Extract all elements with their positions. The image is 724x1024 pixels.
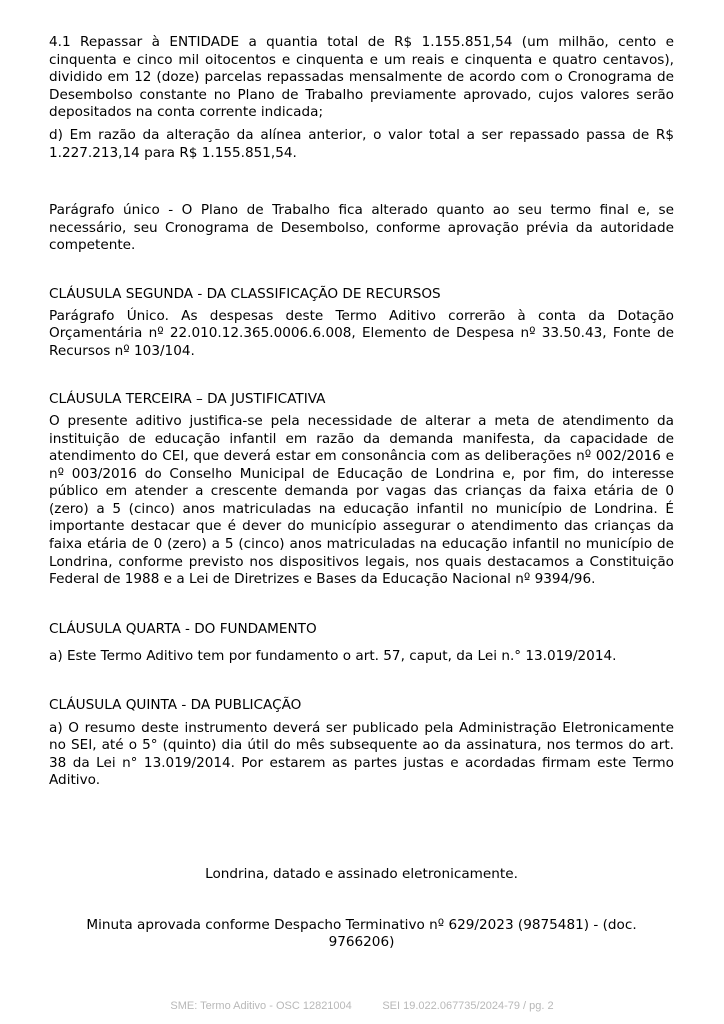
clausula-quarta-text: a) Este Termo Aditivo tem por fundamento o art. 57, caput, da Lei n.° 13.019/2014.: [49, 648, 617, 665]
minuta-line: Minuta aprovada conforme Despacho Terminativo nº 629/2023 (9875481) - (doc. 9766206): [86, 916, 637, 951]
clausula-segunda-text: Parágrafo Único. As despesas deste Termo Aditivo correrão à conta da Dotação Orçamentária nº 22.010.12.365.0006.6.008, Elemento de Despesa nº 33.50.43, Fonte de Recursos nº 103/104.: [49, 307, 674, 359]
clausula-terceira-title: CLÁUSULA TERCEIRA – DA JUSTIFICATIVA: [49, 391, 326, 408]
clausula-segunda-title: CLÁUSULA SEGUNDA - DA CLASSIFICAÇÃO DE RECURSOS: [49, 285, 441, 302]
clausula-quarta-title: CLÁUSULA QUARTA - DO FUNDAMENTO: [49, 620, 317, 637]
clausula-quinta-title: CLÁUSULA QUINTA - DA PUBLICAÇÃO: [49, 697, 302, 714]
paragraph-d: d) Em razão da alteração da alínea anterior, o valor total a ser repassado passa de R$ 1.227.213,14 para R$ 1.155.851,54.: [49, 126, 674, 161]
paragraph-unico: Parágrafo único - O Plano de Trabalho fica alterado quanto ao seu termo final e, se necessário, seu Cronograma de Desembolso, conforme aprovação prévia da autoridade competente.: [49, 202, 674, 254]
paragraph-4-1: 4.1 Repassar à ENTIDADE a quantia total de R$ 1.155.851,54 (um milhão, cento e cinquenta e cinco mil oitocentos e cinquenta e um reais e cinquenta e quatro centavos), dividido em 12 (doze) parcelas repassadas mensalmente de acordo com o Cronograma de Desembolso constante no Plano de Trabalho previamente aprovado, cujos valores serão depositados na conta corrente indicada;: [49, 34, 674, 121]
clausula-quinta-text: a) O resumo deste instrumento deverá ser publicado pela Administração Eletronicamente no SEI, até o 5° (quinto) dia útil do mês subsequente ao da assinatura, nos termos do art. 38 da Lei n° 13.019/2014. Por estarem as partes justas e acordadas firmam este Termo Aditivo.: [49, 719, 674, 789]
signature-line: Londrina, datado e assinado eletronicamente.: [205, 866, 518, 882]
footer-sei-number: SEI 19.022.067735/2024-79 / pg. 2: [382, 1000, 554, 1012]
footer-process-name: SME: Termo Aditivo - OSC 12821004: [170, 1000, 352, 1012]
document-page: [49, 34, 674, 952]
page-footer: [0, 1000, 724, 1012]
clausula-terceira-text: O presente aditivo justifica-se pela necessidade de alterar a meta de atendimento da instituição de educação infantil em razão da demanda manifesta, da capacidade de atendimento do CEI, que deverá estar em consonância com as deliberações nº 002/2016 e nº 003/2016 do Conselho Municipal de Educação de Londrina e, por fim, do interesse público em atender a crescente demanda por vagas das crianças da faixa etária de 0 (zero) a 5 (cinco) anos matriculadas na educação infantil no município de Londrina. É importante destacar que é dever do município assegurar o atendimento das crianças da faixa etária de 0 (zero) a 5 (cinco) anos matriculadas na educação infantil no município de Londrina, conforme previsto nos dispositivos legais, nos quais destacamos a Constituição Federal de 1988 e a Lei de Diretrizes e Bases da Educação Nacional nº 9394/96.: [49, 412, 674, 588]
